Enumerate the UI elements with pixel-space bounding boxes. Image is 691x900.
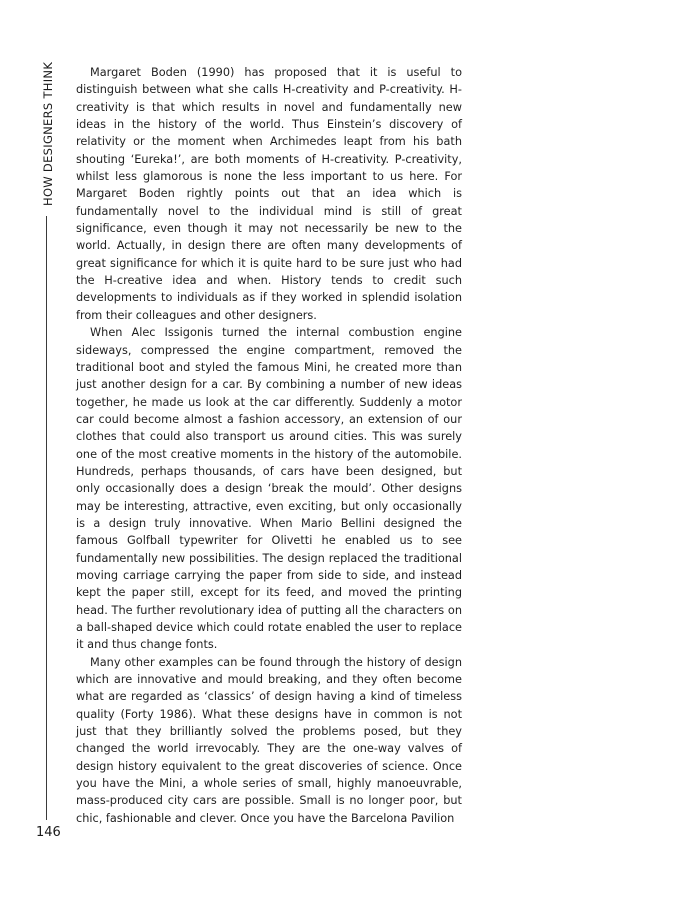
running-head — [39, 61, 57, 206]
paragraph-2: When Alec Issigonis turned the internal combustion engine sideways, compressed the engine compartment, removed the traditional boot and styled the famous Mini, he created more than just another design for a car. By combining a number of new ideas together, he made us look at the car differently. Suddenly a motor car could become almost a fashion accessory, an extension of our clothes that could also transport us around cities. This was surely one of the most creative moments in the history of the automobile. Hundreds, perhaps thousands, of cars have been designed, but only occasionally does a design ‘break the mould’. Other designs may be interesting, attractive, even exciting, but only occasionally is a design truly innovative. When Mario Bellini designed the famous Golfball typewriter for Olivetti he enabled us to see fundamentally new possibilities. The design replaced the traditional moving carriage carrying the paper from side to side, and instead kept the paper still, except for its feed, and moved the printing head. The further revolutionary idea of putting all the characters on a ball-shaped device which could rotate enabled the user to replace it and thus change fonts. — [76, 326, 462, 652]
paragraph-1: Margaret Boden (1990) has proposed that it is useful to distinguish between what she calls H-creativity and P-creativity. H-creativity is that which results in novel and fundamentally new ideas in the history of the world. Thus Einstein’s discovery of relativity or the moment when Archimedes leapt from his bath shouting ‘Eureka!’, are both moments of H-creativity. P-creativity, whilst less glamorous is none the less important to us here. For Margaret Boden rightly points out that an idea which is fundamentally novel to the individual mind is still of great significance, even though it may not necessarily be new to the world. Actually, in design there are often many developments of great significance for which it is quite hard to be sure just who had the H-creative idea and when. History tends to credit such developments to individuals as if they worked in splendid isolation from their colleagues and other designers. — [76, 66, 462, 322]
body-text — [76, 64, 462, 827]
page-number: 146 — [36, 825, 61, 840]
paragraph-3: Many other examples can be found through the history of design which are innovative and mould breaking, and they often become what are regarded as ‘classics’ of design having a kind of timeless quality (Forty 1986). What these designs have in common is not just that they brilliantly solved the problems posed, but they changed the world irrevocably. They are the one-way valves of design history equivalent to the great discoveries of science. Once you have the Mini, a whole series of small, highly manoeuvrable, mass-produced city cars are possible. Small is no longer poor, but chic, fashionable and clever. Once you have the Barcelona Pavilion — [76, 655, 462, 825]
margin-rule — [46, 216, 47, 820]
running-head-text: HOW DESIGNERS THINK — [41, 61, 55, 206]
